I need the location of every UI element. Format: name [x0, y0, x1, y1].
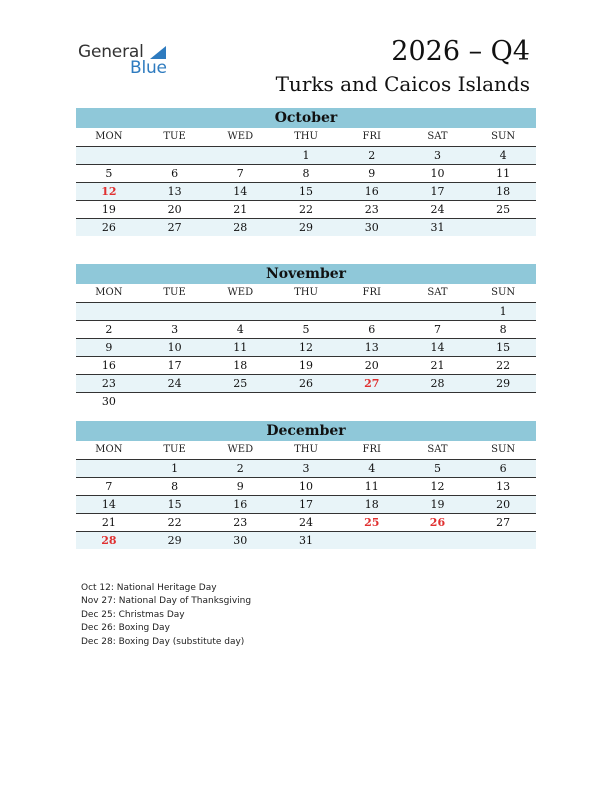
day-cell: 9: [105, 341, 113, 354]
day-cell: 29: [167, 534, 182, 547]
day-cell: 11: [364, 480, 379, 493]
day-cell: [142, 393, 208, 410]
day-cell: 6: [171, 167, 179, 180]
week-row: [76, 165, 536, 183]
weekday-label: THU: [294, 131, 318, 142]
weekday-label: SAT: [427, 287, 448, 298]
weekday-label: SUN: [491, 287, 516, 298]
weekday-label: SUN: [491, 131, 516, 142]
day-cell: 14: [430, 341, 445, 354]
day-cell: 14: [233, 185, 248, 198]
weekday-label: TUE: [163, 444, 186, 455]
day-cell: 31: [299, 534, 314, 547]
day-cell: 21: [233, 203, 248, 216]
day-cell: [339, 303, 405, 320]
day-cell: 25: [364, 516, 380, 529]
day-cell: 31: [430, 221, 445, 234]
holiday-notes: [81, 582, 251, 649]
weekday-label: MON: [95, 444, 123, 455]
day-cell: 4: [368, 462, 376, 475]
day-cell: 8: [499, 323, 507, 336]
weekday-label: MON: [95, 131, 123, 142]
weekday-label: THU: [294, 287, 318, 298]
day-cell: 29: [299, 221, 314, 234]
week-row: [76, 147, 536, 165]
day-cell: 23: [233, 516, 248, 529]
day-cell: 17: [167, 359, 182, 372]
day-cell: 16: [364, 185, 379, 198]
day-cell: [207, 147, 273, 164]
day-cell: [405, 303, 471, 320]
week-row: [76, 183, 536, 201]
day-cell: 23: [364, 203, 379, 216]
day-cell: 27: [364, 377, 380, 390]
day-cell: [470, 393, 536, 410]
holiday-note: Nov 27: National Day of Thanksgiving: [81, 596, 252, 607]
day-cell: 26: [429, 516, 446, 529]
day-cell: 20: [364, 359, 379, 372]
day-cell: 18: [496, 185, 511, 198]
page-subtitle: Turks and Caicos Islands: [275, 72, 530, 96]
week-row: [76, 339, 536, 357]
holiday-note: Dec 26: Boxing Day: [81, 623, 170, 634]
day-cell: 8: [171, 480, 179, 493]
logo-text-general: General: [78, 42, 144, 62]
logo-text-blue: Blue: [130, 58, 167, 78]
week-row: [76, 321, 536, 339]
week-row: [76, 460, 536, 478]
day-cell: [273, 393, 339, 410]
day-cell: 27: [167, 221, 182, 234]
day-cell: 16: [101, 359, 116, 372]
weekday-header-row: [76, 441, 536, 460]
day-cell: 13: [496, 480, 511, 493]
day-cell: 8: [302, 167, 310, 180]
month-november: [76, 264, 536, 410]
day-cell: 13: [167, 185, 182, 198]
day-cell: 20: [167, 203, 182, 216]
day-cell: 24: [430, 203, 445, 216]
day-cell: 14: [101, 498, 116, 511]
weekday-label: WED: [227, 131, 254, 142]
day-cell: 24: [299, 516, 314, 529]
day-cell: 2: [236, 462, 244, 475]
day-cell: 20: [496, 498, 511, 511]
day-cell: 6: [368, 323, 376, 336]
day-cell: 10: [167, 341, 182, 354]
day-cell: 5: [105, 167, 113, 180]
day-cell: 25: [233, 377, 248, 390]
week-row: [76, 303, 536, 321]
day-cell: 30: [233, 534, 248, 547]
month-header: October: [76, 108, 536, 128]
day-cell: 22: [496, 359, 511, 372]
week-row: [76, 393, 536, 410]
day-cell: 19: [430, 498, 445, 511]
day-cell: [142, 147, 208, 164]
day-cell: 28: [101, 534, 117, 547]
weekday-label: SUN: [491, 444, 516, 455]
weekday-label: SAT: [427, 444, 448, 455]
day-cell: [76, 303, 142, 320]
day-cell: 22: [167, 516, 182, 529]
day-cell: 29: [496, 377, 511, 390]
day-cell: [273, 303, 339, 320]
day-cell: 15: [496, 341, 511, 354]
day-cell: 26: [101, 221, 116, 234]
week-row: [76, 514, 536, 532]
logo: [78, 42, 178, 82]
holiday-note: Dec 28: Boxing Day (substitute day): [81, 636, 245, 647]
day-cell: 10: [430, 167, 445, 180]
day-cell: 1: [171, 462, 179, 475]
day-cell: 17: [430, 185, 445, 198]
day-cell: 3: [171, 323, 179, 336]
day-cell: 21: [430, 359, 445, 372]
day-cell: 7: [236, 167, 244, 180]
weekday-label: TUE: [163, 287, 186, 298]
day-cell: 2: [105, 323, 113, 336]
weekday-label: TUE: [163, 131, 186, 142]
month-header: December: [76, 421, 536, 441]
weekday-label: SAT: [427, 131, 448, 142]
day-cell: 19: [101, 203, 116, 216]
weekday-label: FRI: [362, 131, 381, 142]
day-cell: 13: [364, 341, 379, 354]
day-cell: 1: [499, 305, 507, 318]
day-cell: 25: [496, 203, 511, 216]
day-cell: 19: [299, 359, 314, 372]
weekday-label: FRI: [362, 444, 381, 455]
day-cell: [470, 532, 536, 549]
week-row: [76, 201, 536, 219]
day-cell: 28: [430, 377, 445, 390]
weekday-header-row: [76, 284, 536, 303]
day-cell: 15: [167, 498, 182, 511]
day-cell: 21: [101, 516, 116, 529]
day-cell: [76, 147, 142, 164]
week-row: [76, 375, 536, 393]
day-cell: 15: [299, 185, 314, 198]
day-cell: 7: [433, 323, 441, 336]
month-october: [76, 108, 536, 236]
day-cell: 5: [302, 323, 310, 336]
day-cell: [207, 393, 273, 410]
weekday-label: FRI: [362, 287, 381, 298]
day-cell: [470, 219, 536, 236]
holiday-note: Dec 25: Christmas Day: [81, 609, 185, 620]
day-cell: 22: [299, 203, 314, 216]
day-cell: 9: [236, 480, 244, 493]
day-cell: [339, 532, 405, 549]
page-title: 2026 – Q4: [391, 36, 530, 67]
weekday-label: WED: [227, 287, 254, 298]
week-row: [76, 357, 536, 375]
weekday-label: MON: [95, 287, 123, 298]
day-cell: [76, 460, 142, 477]
month-header: November: [76, 264, 536, 284]
month-december: [76, 421, 536, 549]
day-cell: 17: [299, 498, 314, 511]
day-cell: 12: [101, 185, 117, 198]
day-cell: 16: [233, 498, 248, 511]
week-row: [76, 496, 536, 514]
day-cell: 30: [101, 395, 116, 408]
day-cell: 1: [302, 149, 310, 162]
day-cell: 27: [496, 516, 511, 529]
day-cell: 7: [105, 480, 113, 493]
day-cell: 12: [299, 341, 314, 354]
weekday-header-row: [76, 128, 536, 147]
day-cell: [207, 303, 273, 320]
day-cell: 11: [233, 341, 248, 354]
weekday-label: WED: [227, 444, 254, 455]
day-cell: 30: [364, 221, 379, 234]
day-cell: 11: [496, 167, 511, 180]
day-cell: 4: [236, 323, 244, 336]
day-cell: [405, 532, 471, 549]
day-cell: [142, 303, 208, 320]
day-cell: 12: [430, 480, 445, 493]
day-cell: 10: [299, 480, 314, 493]
day-cell: 2: [368, 149, 376, 162]
holiday-note: Oct 12: National Heritage Day: [81, 583, 217, 593]
day-cell: 18: [233, 359, 248, 372]
day-cell: 28: [233, 221, 248, 234]
day-cell: 5: [433, 462, 441, 475]
week-row: [76, 478, 536, 496]
week-row: [76, 532, 536, 549]
day-cell: 6: [499, 462, 507, 475]
day-cell: 24: [167, 377, 182, 390]
weekday-label: THU: [294, 444, 318, 455]
day-cell: [405, 393, 471, 410]
day-cell: 9: [368, 167, 376, 180]
day-cell: 18: [364, 498, 379, 511]
day-cell: 3: [302, 462, 310, 475]
day-cell: 23: [101, 377, 116, 390]
week-row: [76, 219, 536, 236]
day-cell: 26: [299, 377, 314, 390]
day-cell: [339, 393, 405, 410]
day-cell: 4: [499, 149, 507, 162]
day-cell: 3: [433, 149, 441, 162]
